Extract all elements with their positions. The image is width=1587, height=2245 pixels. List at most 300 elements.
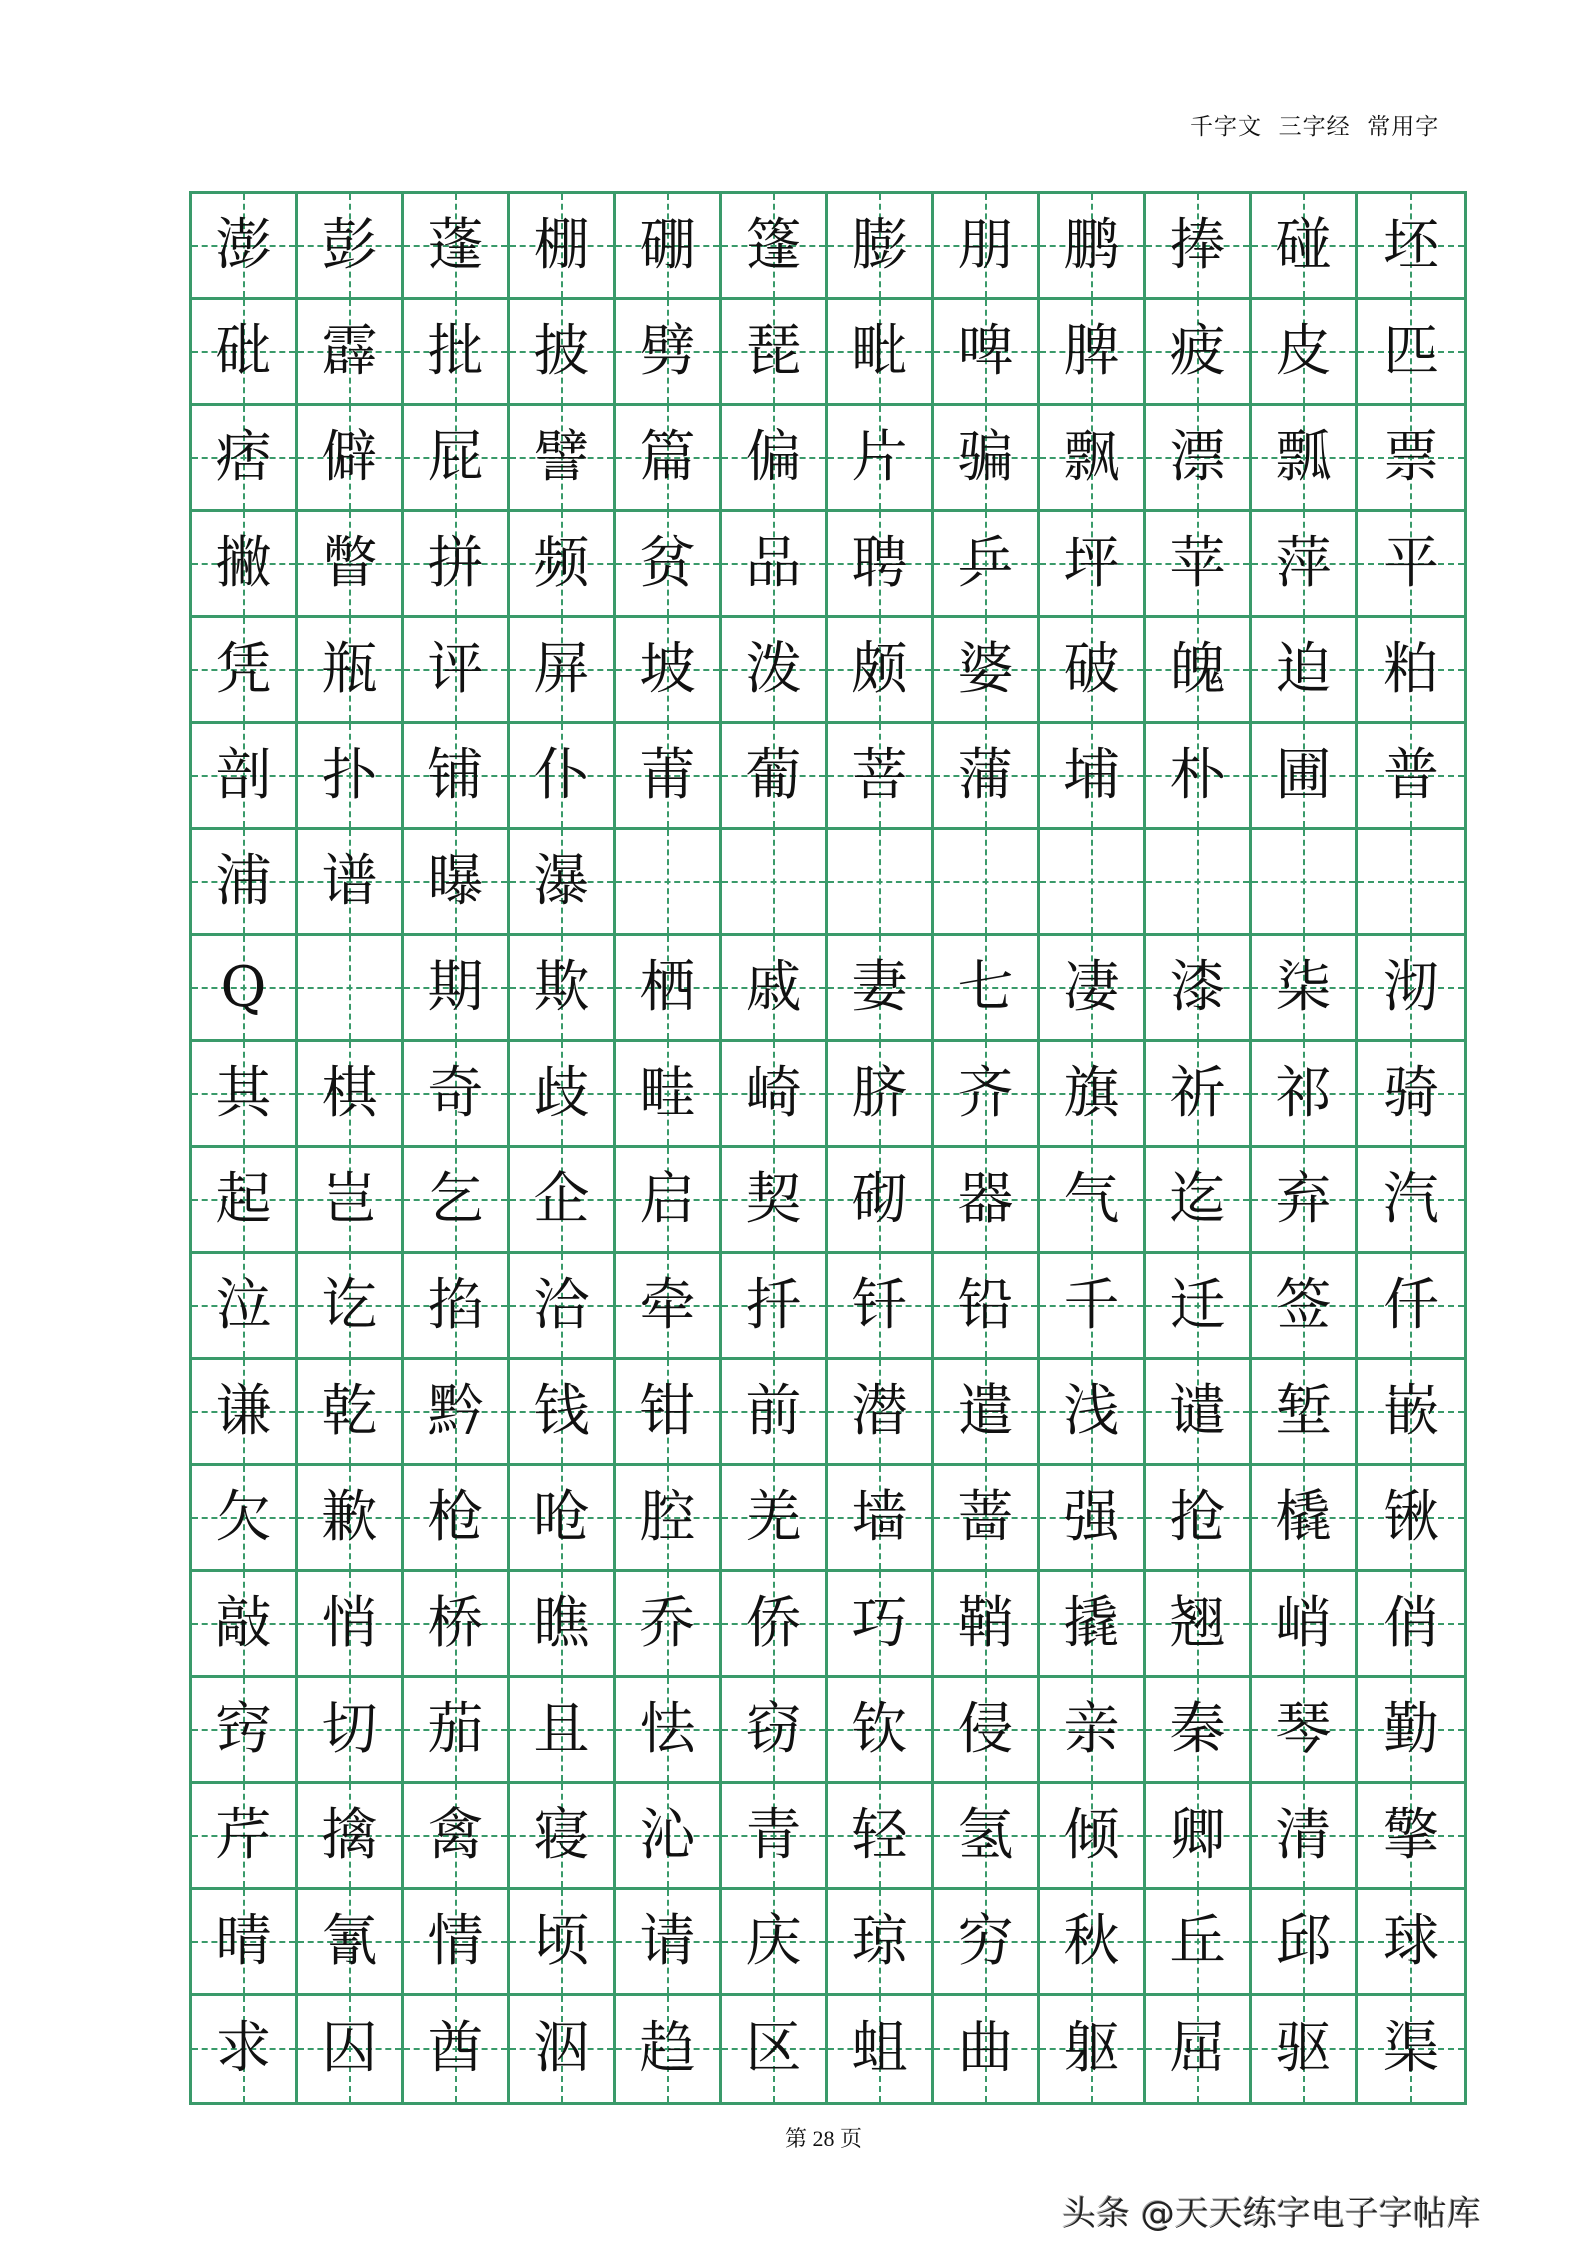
- character: 扦: [745, 1272, 802, 1338]
- grid-cell: [192, 1996, 298, 2102]
- character: 掐: [427, 1272, 484, 1338]
- character: 轻: [851, 1802, 908, 1868]
- grid-cell: [404, 1572, 510, 1678]
- grid-cell: [616, 830, 722, 936]
- grid-cell: [404, 1360, 510, 1466]
- grid-cell: [722, 1996, 828, 2102]
- character: 秋: [1063, 1908, 1120, 1974]
- grid-cell: [192, 1148, 298, 1254]
- character: 迫: [1275, 636, 1332, 702]
- grid-cell: [1358, 724, 1464, 830]
- character: 平: [1383, 530, 1439, 596]
- character: 劈: [639, 318, 696, 384]
- grid-cell: [510, 1572, 616, 1678]
- character: 撇: [215, 530, 272, 596]
- grid-cell: [828, 936, 934, 1042]
- character: 仟: [1383, 1272, 1439, 1338]
- character: 悄: [321, 1590, 378, 1656]
- watermark: 头条 @天天练字电子字帖库: [1062, 2194, 1481, 2234]
- character: 瀑: [533, 848, 590, 914]
- character: 披: [533, 318, 590, 384]
- character: 琵: [745, 318, 802, 384]
- character: 欠: [215, 1484, 272, 1550]
- character: 且: [533, 1696, 590, 1762]
- character: 呛: [533, 1484, 590, 1550]
- grid-cell: [510, 1784, 616, 1890]
- character: 牵: [639, 1272, 696, 1338]
- grid-cell: [934, 1572, 1040, 1678]
- grid-cell: [1252, 406, 1358, 512]
- character: 迄: [1169, 1166, 1226, 1232]
- grid-cell: [1358, 1466, 1464, 1572]
- character: 区: [745, 2016, 802, 2081]
- character: 青: [745, 1802, 802, 1868]
- grid-cell: [1252, 1360, 1358, 1466]
- grid-cell: [298, 1784, 404, 1890]
- character: 碰: [1275, 212, 1332, 278]
- grid-cell: [1358, 1784, 1464, 1890]
- practice-grid: [189, 191, 1467, 2105]
- grid-cell: [934, 512, 1040, 618]
- character: 堑: [1275, 1378, 1332, 1444]
- grid-cell: [828, 1996, 934, 2102]
- grid-cell: [934, 1254, 1040, 1360]
- grid-cell: [1040, 1042, 1146, 1148]
- character: 其: [215, 1060, 272, 1126]
- grid-cell: [1252, 194, 1358, 300]
- character: 畦: [639, 1060, 696, 1126]
- grid-cell: [298, 724, 404, 830]
- grid-cell: [828, 1042, 934, 1148]
- grid-cell: [1146, 512, 1252, 618]
- grid-cell: [1358, 300, 1464, 406]
- character: 莆: [639, 742, 696, 808]
- grid-cell: [404, 1042, 510, 1148]
- grid-cell: [1358, 1890, 1464, 1996]
- character: 切: [321, 1696, 378, 1762]
- character: 躯: [1063, 2016, 1120, 2081]
- grid-cell: [1146, 300, 1252, 406]
- grid-cell: [298, 1360, 404, 1466]
- character: 钱: [533, 1378, 590, 1444]
- character: 凭: [215, 636, 272, 702]
- grid-cell: [828, 1254, 934, 1360]
- character: 崎: [745, 1060, 802, 1126]
- character: 偏: [745, 424, 802, 490]
- character: 峭: [1275, 1590, 1332, 1656]
- grid-cell: [192, 1784, 298, 1890]
- grid-cell: [510, 1996, 616, 2102]
- character: 清: [1275, 1802, 1332, 1868]
- character: 膨: [851, 212, 908, 278]
- character: 岂: [321, 1166, 378, 1232]
- character: 翘: [1169, 1590, 1226, 1656]
- grid-cell: [722, 1678, 828, 1784]
- character: 捧: [1169, 212, 1226, 278]
- grid-cell: [1252, 300, 1358, 406]
- character: 情: [427, 1908, 484, 1974]
- grid-cell: [1358, 1678, 1464, 1784]
- character: 祈: [1169, 1060, 1226, 1126]
- character: 浦: [215, 848, 272, 914]
- grid-cell: [298, 1466, 404, 1572]
- character: 芹: [215, 1802, 272, 1868]
- character: 漂: [1169, 424, 1226, 490]
- character: 酋: [427, 2016, 484, 2081]
- grid-cell: [510, 194, 616, 300]
- grid-cell: [404, 1254, 510, 1360]
- character: 萍: [1275, 530, 1332, 596]
- grid-cell: [404, 1784, 510, 1890]
- character: 橇: [1275, 1484, 1332, 1550]
- grid-cell: [404, 1996, 510, 2102]
- character: 妻: [851, 954, 908, 1020]
- character: 朋: [957, 212, 1014, 278]
- grid-cell: [828, 1784, 934, 1890]
- grid-cell: [298, 1042, 404, 1148]
- character: 歧: [533, 1060, 590, 1126]
- character: 坡: [639, 636, 696, 702]
- character: 蒲: [957, 742, 1014, 808]
- character: 硼: [639, 212, 696, 278]
- character: 脾: [1063, 318, 1120, 384]
- grid-cell: [828, 406, 934, 512]
- character: 迁: [1169, 1272, 1226, 1338]
- grid-cell: [722, 830, 828, 936]
- grid-cell: [1358, 936, 1464, 1042]
- grid-cell: [192, 936, 298, 1042]
- character: 千: [1063, 1272, 1120, 1338]
- character: 蔷: [957, 1484, 1014, 1550]
- character: 啤: [957, 318, 1014, 384]
- grid-cell: [404, 618, 510, 724]
- character: 谴: [1169, 1378, 1226, 1444]
- grid-cell: [404, 1890, 510, 1996]
- grid-cell: [616, 300, 722, 406]
- grid-cell: [1040, 830, 1146, 936]
- character: Q: [220, 954, 267, 1020]
- grid-cell: [1252, 1996, 1358, 2102]
- grid-cell: [298, 194, 404, 300]
- grid-cell: [192, 194, 298, 300]
- grid-cell: [722, 1042, 828, 1148]
- grid-cell: [1040, 300, 1146, 406]
- grid-cell: [404, 1466, 510, 1572]
- character: 毗: [851, 318, 908, 384]
- character: 洽: [533, 1272, 590, 1338]
- grid-cell: [828, 830, 934, 936]
- grid-cell: [1358, 1996, 1464, 2102]
- character: 沏: [1383, 954, 1439, 1020]
- grid-cell: [298, 1572, 404, 1678]
- grid-cell: [934, 1042, 1040, 1148]
- grid-cell: [1252, 1572, 1358, 1678]
- character: 痞: [215, 424, 272, 490]
- grid-cell: [298, 1996, 404, 2102]
- grid-cell: [510, 830, 616, 936]
- grid-cell: [722, 1784, 828, 1890]
- character: 起: [215, 1166, 272, 1232]
- grid-cell: [192, 1572, 298, 1678]
- character: 沁: [639, 1802, 696, 1868]
- character: 乔: [639, 1590, 696, 1656]
- character: 澎: [215, 212, 272, 278]
- grid-cell: [1040, 724, 1146, 830]
- character: 潜: [851, 1378, 908, 1444]
- grid-cell: [1252, 618, 1358, 724]
- character: 品: [745, 530, 802, 596]
- grid-cell: [828, 194, 934, 300]
- character: 鞘: [957, 1590, 1014, 1656]
- character: 泅: [533, 2016, 590, 2081]
- grid-cell: [510, 936, 616, 1042]
- grid-cell: [722, 406, 828, 512]
- grid-cell: [1358, 406, 1464, 512]
- grid-cell: [404, 830, 510, 936]
- grid-cell: [192, 300, 298, 406]
- character: 亲: [1063, 1696, 1120, 1762]
- character: 皮: [1275, 318, 1332, 384]
- grid-cell: [616, 936, 722, 1042]
- grid-cell: [722, 300, 828, 406]
- grid-cell: [404, 300, 510, 406]
- grid-cell: [1040, 406, 1146, 512]
- character: 钎: [851, 1272, 908, 1338]
- grid-cell: [1146, 936, 1252, 1042]
- grid-cell: [1146, 406, 1252, 512]
- grid-cell: [828, 1890, 934, 1996]
- character: 期: [427, 954, 484, 1020]
- character: 弃: [1275, 1166, 1332, 1232]
- character: 飘: [1063, 424, 1120, 490]
- character: 柒: [1275, 954, 1332, 1020]
- grid-cell: [934, 300, 1040, 406]
- character: 渠: [1383, 2016, 1439, 2081]
- character: 批: [427, 318, 484, 384]
- grid-cell: [1146, 1572, 1252, 1678]
- character: 谦: [215, 1378, 272, 1444]
- grid-cell: [1252, 1148, 1358, 1254]
- grid-cell: [1358, 1148, 1464, 1254]
- character: 砒: [215, 318, 272, 384]
- grid-cell: [616, 1890, 722, 1996]
- grid-cell: [1040, 618, 1146, 724]
- grid-cell: [1358, 1572, 1464, 1678]
- character: 蛆: [851, 2016, 908, 2081]
- grid-cell: [616, 724, 722, 830]
- grid-cell: [722, 618, 828, 724]
- character: 剖: [215, 742, 272, 808]
- character: 乾: [321, 1378, 378, 1444]
- character: 氢: [957, 1802, 1014, 1868]
- grid-cell: [934, 1148, 1040, 1254]
- grid-cell: [1040, 1466, 1146, 1572]
- grid-cell: [828, 512, 934, 618]
- character: 铅: [957, 1272, 1014, 1338]
- grid-cell: [934, 406, 1040, 512]
- grid-cell: [1358, 830, 1464, 936]
- character: 枪: [427, 1484, 484, 1550]
- character: 坪: [1063, 530, 1120, 596]
- character: 汽: [1383, 1166, 1439, 1232]
- grid-cell: [1040, 1890, 1146, 1996]
- character: 俏: [1383, 1590, 1439, 1656]
- character: 骑: [1383, 1060, 1439, 1126]
- grid-cell: [616, 1678, 722, 1784]
- grid-cell: [298, 406, 404, 512]
- grid-cell: [404, 936, 510, 1042]
- grid-cell: [828, 1572, 934, 1678]
- character: 屏: [533, 636, 590, 702]
- grid-cell: [1358, 512, 1464, 618]
- character: 羌: [745, 1484, 802, 1550]
- grid-cell: [934, 936, 1040, 1042]
- character: 强: [1063, 1484, 1120, 1550]
- character: 签: [1275, 1272, 1332, 1338]
- grid-cell: [722, 1148, 828, 1254]
- character: 坯: [1383, 212, 1439, 278]
- character: 抢: [1169, 1484, 1226, 1550]
- character: 篇: [639, 424, 696, 490]
- character: 墙: [851, 1484, 908, 1550]
- grid-cell: [192, 830, 298, 936]
- character: 砌: [851, 1166, 908, 1232]
- grid-cell: [934, 618, 1040, 724]
- character: 朴: [1169, 742, 1226, 808]
- character: 屁: [427, 424, 484, 490]
- character: 屈: [1169, 2016, 1226, 2081]
- grid-cell: [510, 300, 616, 406]
- grid-cell: [298, 1678, 404, 1784]
- character: 巧: [851, 1590, 908, 1656]
- grid-cell: [192, 1678, 298, 1784]
- grid-cell: [192, 724, 298, 830]
- character: 棚: [533, 212, 590, 278]
- character: 疲: [1169, 318, 1226, 384]
- character: 求: [215, 2016, 272, 2081]
- grid-cell: [722, 1466, 828, 1572]
- grid-cell: [510, 1360, 616, 1466]
- character: 破: [1063, 636, 1120, 702]
- character: 篷: [745, 212, 802, 278]
- character: 旗: [1063, 1060, 1120, 1126]
- character: 寝: [533, 1802, 590, 1868]
- character: 栖: [639, 954, 696, 1020]
- character: 粕: [1383, 636, 1439, 702]
- character: 评: [427, 636, 484, 702]
- grid-cell: [192, 406, 298, 512]
- grid-cell: [934, 1784, 1040, 1890]
- grid-cell: [298, 1148, 404, 1254]
- character: 黔: [427, 1378, 484, 1444]
- grid-cell: [1146, 1890, 1252, 1996]
- grid-cell: [1252, 1890, 1358, 1996]
- grid-cell: [616, 1042, 722, 1148]
- character: 埔: [1063, 742, 1120, 808]
- character: 倾: [1063, 1802, 1120, 1868]
- grid-cell: [510, 1254, 616, 1360]
- grid-cell: [616, 1784, 722, 1890]
- character: 瓶: [321, 636, 378, 702]
- character: 窍: [215, 1696, 272, 1762]
- grid-cell: [934, 1890, 1040, 1996]
- character: 霹: [321, 318, 378, 384]
- character: 怯: [639, 1696, 696, 1762]
- character: 卿: [1169, 1802, 1226, 1868]
- grid-cell: [828, 1360, 934, 1466]
- grid-cell: [616, 1254, 722, 1360]
- grid-cell: [616, 1996, 722, 2102]
- grid-cell: [404, 1148, 510, 1254]
- grid-cell: [192, 1890, 298, 1996]
- grid-cell: [192, 1042, 298, 1148]
- grid-cell: [1358, 1360, 1464, 1466]
- character: 僻: [321, 424, 378, 490]
- character: 钳: [639, 1378, 696, 1444]
- character: 器: [957, 1166, 1014, 1232]
- grid-cell: [510, 1042, 616, 1148]
- character: 瞥: [321, 530, 378, 596]
- grid-cell: [616, 1572, 722, 1678]
- character: 频: [533, 530, 590, 596]
- character: 窃: [745, 1696, 802, 1762]
- grid-cell: [616, 1360, 722, 1466]
- character: 泼: [745, 636, 802, 702]
- grid-cell: [510, 1890, 616, 1996]
- grid-cell: [1252, 1678, 1358, 1784]
- grid-cell: [828, 1148, 934, 1254]
- grid-cell: [934, 1466, 1040, 1572]
- character: 普: [1383, 742, 1439, 808]
- grid-cell: [722, 936, 828, 1042]
- grid-cell: [828, 1466, 934, 1572]
- character: 敲: [215, 1590, 272, 1656]
- grid-cell: [510, 618, 616, 724]
- character: 撬: [1063, 1590, 1120, 1656]
- character: 氰: [321, 1908, 378, 1974]
- grid-cell: [1146, 618, 1252, 724]
- character: 七: [957, 954, 1014, 1020]
- grid-cell: [1146, 724, 1252, 830]
- character: 擒: [321, 1802, 378, 1868]
- grid-cell: [616, 194, 722, 300]
- grid-cell: [1040, 1678, 1146, 1784]
- character: 葡: [745, 742, 802, 808]
- grid-cell: [722, 1572, 828, 1678]
- grid-cell: [1040, 1254, 1146, 1360]
- character: 琴: [1275, 1696, 1332, 1762]
- character: 琼: [851, 1908, 908, 1974]
- character: 囚: [321, 2016, 378, 2081]
- character: 茄: [427, 1696, 484, 1762]
- character: 菩: [851, 742, 908, 808]
- character: 遣: [957, 1378, 1014, 1444]
- grid-cell: [298, 1890, 404, 1996]
- character: 匹: [1383, 318, 1439, 384]
- grid-cell: [722, 1254, 828, 1360]
- character: 曝: [427, 848, 484, 914]
- character: 扑: [321, 742, 378, 808]
- grid-cell: [404, 724, 510, 830]
- character: 铺: [427, 742, 484, 808]
- character: 秦: [1169, 1696, 1226, 1762]
- grid-cell: [1358, 194, 1464, 300]
- character: 譬: [533, 424, 590, 490]
- grid-cell: [192, 618, 298, 724]
- character: 贫: [639, 530, 696, 596]
- grid-cell: [1146, 1254, 1252, 1360]
- grid-cell: [934, 1678, 1040, 1784]
